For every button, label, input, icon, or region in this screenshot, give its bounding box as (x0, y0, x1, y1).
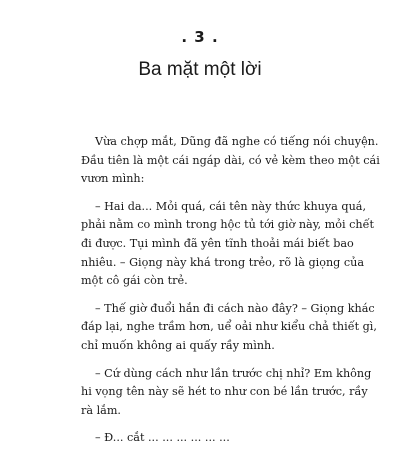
text-line: chỉ muốn không ai quấy rầy mình. (81, 338, 275, 352)
text-line: – Hai da... Mỏi quá, cái tên này thức khuya quá, (95, 199, 366, 213)
text-line: hi vọng tên này sẽ hét to như con bé lần trước, rầy (81, 385, 368, 399)
text-line: rà lắm. (81, 403, 121, 417)
chapter-number: . 3 . (181, 28, 219, 46)
text-line: phải nằm co mình trong hộc tủ tới giờ này, mỏi chết (81, 218, 374, 232)
chapter-title: Ba mặt một lời (138, 59, 262, 80)
text-line: đi được. Tụi mình đã yên tĩnh thoải mái biết bao (81, 236, 354, 250)
text-line: nhiêu. – Giọng này khá trong trẻo, rõ là giọng của (81, 255, 365, 269)
text-line: đáp lại, nghe trầm hơn, uể oải như kiểu chả thiết gì, (81, 320, 377, 334)
paragraph (81, 429, 335, 448)
text-line: Đầu tiên là một cái ngáp dài, có vẻ kèm theo một cái (81, 153, 380, 167)
paragraph (81, 300, 377, 356)
text-line: Vừa chợp mắt, Dũng đã nghe có tiếng nói chuyện. (95, 135, 379, 148)
paragraph (81, 198, 374, 291)
text-line: – Cứ dùng cách như lần trước chị nhỉ? Em không (95, 366, 372, 380)
text-line: một cô gái còn trẻ. (81, 274, 188, 288)
text-line: – Đ... cắt ... ... ... ... ... ... (95, 431, 230, 445)
chapter-body (81, 133, 380, 457)
text-line: – Thế giờ đuổi hắn đi cách nào đây? – Giọng khác (95, 301, 375, 315)
paragraph (81, 365, 372, 421)
paragraph (81, 133, 380, 189)
text-line: vươn mình: (81, 172, 145, 186)
